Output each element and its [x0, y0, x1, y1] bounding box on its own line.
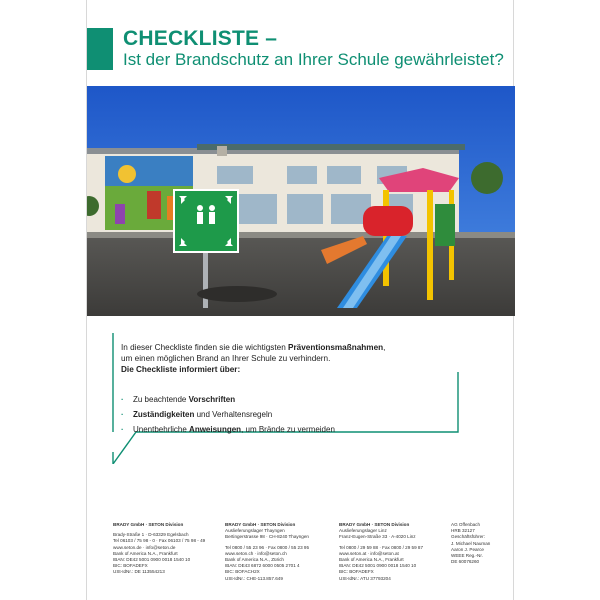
bullet-text: Unentbehrliche [133, 425, 190, 434]
bullet-strong: Anweisungen [189, 425, 242, 434]
footer-line: BIC: BOFADEFX [113, 563, 148, 569]
intro-line-3: Die Checkliste informiert über: [121, 365, 241, 374]
title-accent-bar [87, 28, 113, 70]
footer-line: IBAN: DE42 5001 0900 0018 1540 10 [113, 557, 191, 563]
footer-line: IBAN: DE42 5001 0900 0018 1540 10 [339, 563, 417, 569]
footer-line: USt-IdNr.: CHE-113.857.649 [225, 575, 283, 581]
footer-line: Tel 0800 / 29 59 88 · Fax 0800 / 29 59 87 [339, 544, 424, 550]
footer-heading: BRADY GmbH · SETON Division [225, 522, 296, 527]
footer-col-germany [113, 522, 205, 576]
bullet-strong: Vorschriften [188, 395, 236, 404]
footer-col-company [451, 522, 490, 565]
footer-line: USt-IdNr.: ATU 37793204 [339, 575, 391, 581]
footer-line: HRB 32127 [451, 528, 475, 534]
footer-line: Brady-Straße 1 · D-63329 Egelsbach [113, 532, 189, 538]
footer-line: Bertingerstrasse 98 · CH-8240 Thayngen [225, 534, 309, 540]
bullet-dot: · [121, 425, 124, 434]
footer-col-austria [339, 522, 423, 582]
page-subtitle: Ist der Brandschutz an Ihrer Schule gewährleistet? [123, 50, 504, 69]
list-item [121, 409, 335, 424]
bullet-dot: · [121, 395, 124, 404]
footer-line: Auslieferungslager Thayngen [225, 528, 285, 534]
footer-line: www.seton.at · info@seton.at [339, 550, 399, 556]
footer-line: Auslieferungslager Linz [339, 528, 387, 534]
footer-line: BIC: BOFADEFX [339, 569, 374, 575]
footer-line: DE 60076260 [451, 559, 480, 565]
info-section [87, 316, 515, 476]
footer-line: AG Offenbach [451, 522, 481, 527]
footer-line: USt-IdNr.: DE 113554213 [113, 569, 165, 575]
intro-line-1: In dieser Checkliste finden sie die wichtigsten Präventionsmaßnahmen, [121, 343, 386, 352]
footer-line: Bank of America N.A., Zürich [225, 557, 284, 563]
footer-col-switzerland [225, 522, 309, 582]
footer-line: www.seton.de · info@seton.de [113, 544, 176, 550]
list-item [121, 424, 335, 439]
bullet-text: und Verhaltensregeln [194, 410, 273, 419]
footer-heading: BRADY GmbH · SETON Division [113, 522, 184, 527]
bullet-strong: Zuständigkeiten [133, 410, 195, 419]
footer-line: IBAN: DE43 6872 6000 0505 2701 4 [225, 563, 300, 569]
footer-heading: BRADY GmbH · SETON Division [339, 522, 410, 527]
footer-line: Franz-Eugen-Straße 33 · A-4020 Linz [339, 534, 416, 540]
footer-line: Bank of America N.A., Frankfurt [339, 557, 404, 563]
bullet-text: , um Brände zu vermeiden [241, 425, 335, 434]
footer-line: Tel 0800 / 55 23 96 · Fax 0800 / 55 23 95 [225, 544, 310, 550]
footer-line: Tel 06103 / 75 98 - 0 · Fax 06103 / 75 98 - 49 [113, 538, 206, 544]
footer-line: www.seton.ch · info@seton.ch [225, 550, 287, 556]
intro-line-1-strong: Präventionsmaßnahmen [288, 343, 384, 352]
intro-text [121, 342, 481, 375]
footer-line: BIC: BOFACH2X [225, 569, 260, 575]
intro-line-2: um einen möglichen Brand an Ihrer Schule zu verhindern. [121, 354, 331, 363]
footer-line: Bank of America N.A., Frankfurt [113, 550, 178, 556]
bullet-dot: · [121, 410, 124, 419]
document-page [86, 0, 514, 600]
bullet-text: Zu beachtende [133, 395, 189, 404]
footer-line: J. Michael Nauman [451, 540, 491, 546]
footer-line: WEEE Reg.-Nr. [451, 553, 483, 559]
list-item [121, 394, 335, 409]
page-title: CHECKLISTE – [123, 27, 278, 50]
intro-line-1-text: In dieser Checkliste finden sie die wichtigsten [121, 343, 289, 352]
school-yard-photo [87, 86, 515, 316]
footer-line: Geschäftsführer: [451, 534, 485, 540]
footer-line: Aaron J. Pearce [451, 546, 484, 552]
checklist-bullets [121, 394, 335, 439]
